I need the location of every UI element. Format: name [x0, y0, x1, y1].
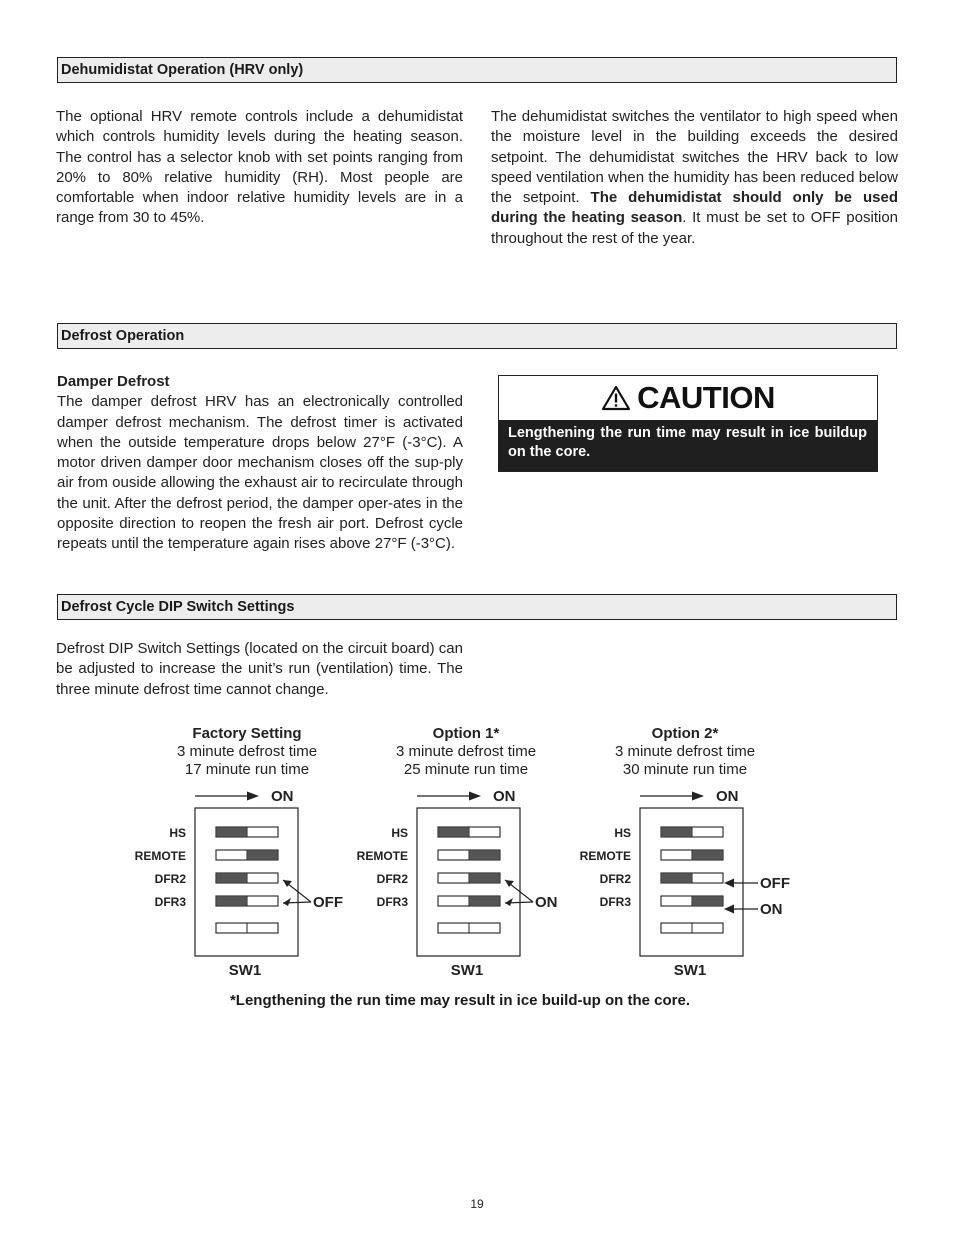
- section-header-defrost-operation: Defrost Operation: [57, 323, 897, 349]
- arrow-head-icon: [692, 792, 704, 801]
- option-title: Option 1*: [432, 725, 500, 742]
- damper-defrost-block: [57, 372, 463, 555]
- arrow-head-icon: [247, 792, 259, 801]
- arrow-head-icon: [469, 792, 481, 801]
- dip-switch-paragraph: Defrost DIP Switch Settings (located on the circuit board) can be adjusted to increase the unit’s run (ventilation) time. The three minute defrost time cannot change.: [56, 640, 463, 698]
- callout-label: OFF: [760, 875, 790, 892]
- switch-label-dfr2: DFR2: [599, 872, 631, 886]
- dehumidistat-right-paragraph: [491, 107, 898, 249]
- callout-label: ON: [535, 894, 558, 911]
- switch-label-remote: REMOTE: [579, 849, 631, 863]
- switch-label-dfr3: DFR3: [376, 895, 408, 909]
- damper-defrost-paragraph: The damper defrost HRV has an electronically controlled damper defrost mechanism. The defrost timer is activated when the outside temperature drops below 27°F (-3°C). A motor driven damper door mechanism closes off the sup-ply air from ouside allowing the exhaust air to recirculate through the unit. After the defrost period, the damper oper-ates in the opposite direction to reopen the fresh air port. Defrost cycle repeats until the temperature again rises above 27°F (-3°C).: [57, 393, 463, 553]
- switch-label-remote: REMOTE: [134, 849, 186, 863]
- dip-switch-knob-off: [662, 874, 692, 883]
- dip-switch-knob-on: [470, 851, 500, 860]
- on-label: ON: [716, 788, 739, 805]
- switch-label-hs: HS: [391, 826, 408, 840]
- dip-switch-knob-off: [217, 874, 247, 883]
- switch-label-hs: HS: [169, 826, 186, 840]
- section-header-dip-switch: Defrost Cycle DIP Switch Settings: [57, 594, 897, 620]
- option-defrost-time: 3 minute defrost time: [395, 743, 537, 760]
- switch-label-hs: HS: [614, 826, 631, 840]
- callout-label: OFF: [313, 894, 343, 911]
- caution-body: Lengthening the run time may result in ice buildup on the core.: [499, 420, 877, 471]
- option-run-time: 30 minute run time: [622, 761, 748, 778]
- caution-box: [498, 375, 878, 472]
- sw1-label: SW1: [450, 962, 484, 979]
- switch-label-dfr2: DFR2: [376, 872, 408, 886]
- option-run-time: 17 minute run time: [184, 761, 310, 778]
- dip-switch-knob-on: [470, 897, 500, 906]
- option-title: Factory Setting: [192, 725, 302, 742]
- dip-switch-knob-off: [217, 897, 247, 906]
- dip-switch-knob-off: [439, 828, 469, 837]
- dip-switch-knob-on: [470, 874, 500, 883]
- dip-switch-knob-on: [693, 851, 723, 860]
- right-para-text-a: The dehumidistat switches the ventilator to high speed when the moisture level in the building exceeds the desired setpoint. The dehumidistat switches the HRV back to low speed ventilation when the humidity has been reduced below the setpoint.: [491, 108, 898, 207]
- switch-label-remote: REMOTE: [356, 849, 408, 863]
- option-heading-option2: [585, 725, 785, 779]
- callout-label: ON: [760, 901, 783, 918]
- dip-switch-knob-on: [248, 851, 278, 860]
- dip-switch-knob-off: [662, 828, 692, 837]
- option-run-time: 25 minute run time: [403, 761, 529, 778]
- switch-label-dfr3: DFR3: [599, 895, 631, 909]
- caution-title-text: CAUTION: [637, 380, 775, 415]
- option-title: Option 2*: [651, 725, 719, 742]
- sw1-label: SW1: [228, 962, 262, 979]
- warning-triangle-icon: [601, 385, 631, 411]
- right-para-text-b: . It must be set to OFF position throughout the rest of the year.: [491, 209, 899, 247]
- damper-defrost-subheading: Damper Defrost: [57, 373, 170, 390]
- option-heading-factory: [147, 725, 347, 779]
- page-number: 19: [470, 1197, 484, 1211]
- dip-switch-knob-off: [217, 828, 247, 837]
- option-heading-option1: [366, 725, 566, 779]
- dehumidistat-left-paragraph: The optional HRV remote controls include a dehumidistat which controls humidity levels during the heating season. The control has a selector knob with set points ranging from 20% to 80% relative humidity (RH). Most people are comfortable when indoor relative humidity levels are in a range from 30 to 45%.: [56, 108, 463, 227]
- switch-label-dfr2: DFR2: [154, 872, 186, 886]
- sw1-label: SW1: [673, 962, 707, 979]
- on-label: ON: [493, 788, 516, 805]
- footnote: *Lengthening the run time may result in ice build-up on the core.: [229, 992, 691, 1009]
- dip-switch-diagrams: [0, 780, 954, 985]
- dip-switch-knob-on: [693, 897, 723, 906]
- switch-label-dfr3: DFR3: [154, 895, 186, 909]
- option-defrost-time: 3 minute defrost time: [614, 743, 756, 760]
- section-header-dehumidistat: Dehumidistat Operation (HRV only): [57, 57, 897, 83]
- right-para-bold: The dehumidistat should only be used during the heating season: [491, 189, 898, 227]
- option-defrost-time: 3 minute defrost time: [176, 743, 318, 760]
- on-label: ON: [271, 788, 294, 805]
- caution-title: [499, 376, 877, 420]
